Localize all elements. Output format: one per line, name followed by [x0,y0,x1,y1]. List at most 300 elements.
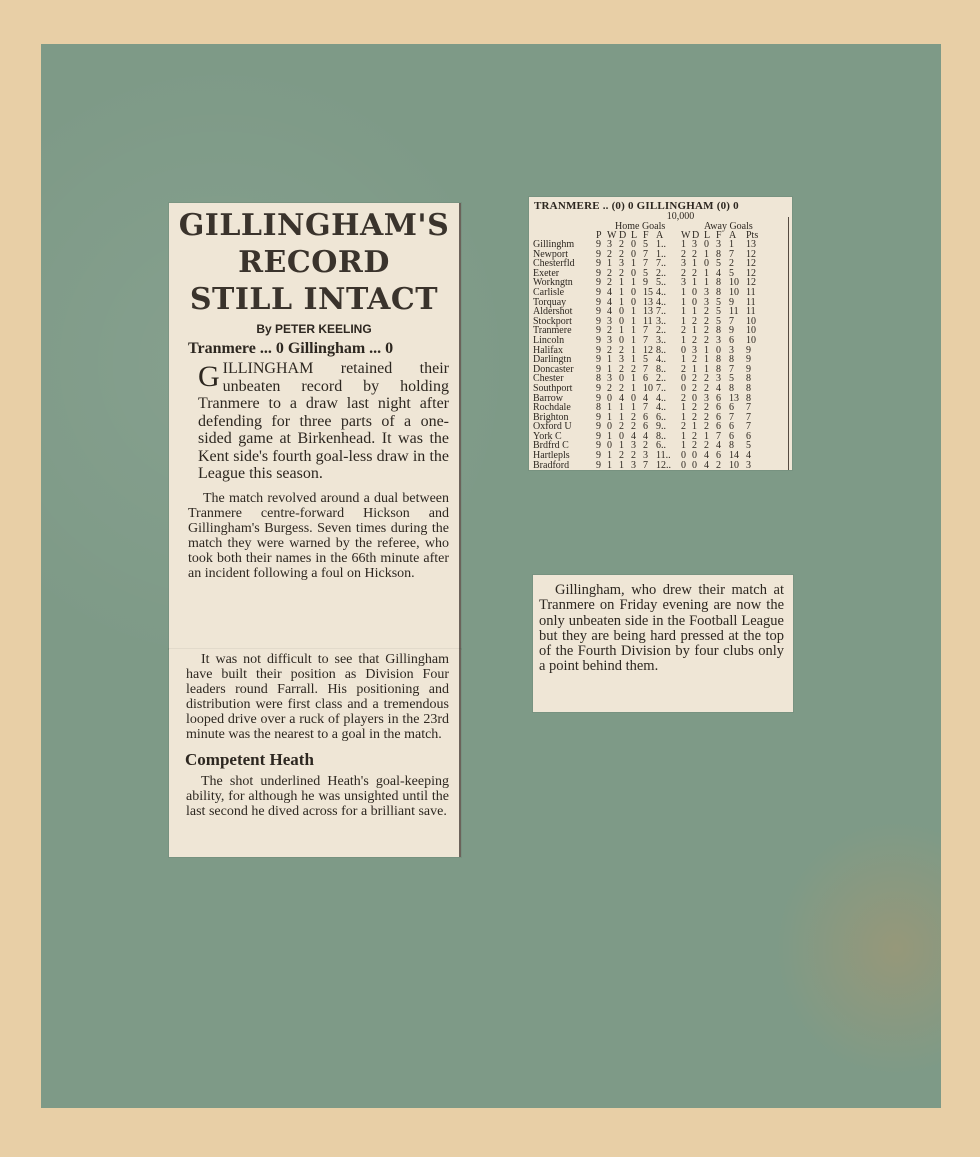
table-cell: 1 [619,286,624,298]
table-cell: 9 [729,296,734,308]
table-cell: 1 [631,277,636,289]
table-cell: 6 [729,334,734,346]
table-cell: 0 [692,392,697,404]
table-cell: 2 [704,325,709,337]
team-name: Stockport [533,315,572,327]
table-cell: 0 [692,459,697,470]
table-cell: 1 [704,248,709,260]
table-cell: 1 [631,325,636,337]
table-cell: 8 [746,382,751,394]
table-cell: 7 [643,325,648,337]
table-cell: 4 [607,306,612,318]
table-cell: 8 [716,286,721,298]
table-cell: 10 [746,325,756,337]
table-cell: 7 [643,334,648,346]
table-cell: 8 [729,382,734,394]
table-cell: 0 [607,440,612,452]
table-cell: 9 [596,440,601,452]
table-cell: 3 [631,440,636,452]
table-cell: 5 [643,267,648,279]
table-cell: 1 [704,267,709,279]
column-header: D [619,230,627,241]
table-cell: 2 [607,344,612,356]
table-cell: 0 [704,258,709,270]
table-cell: 7 [746,402,751,414]
table-cell: 3 [746,459,751,470]
table-cell: 9 [596,354,601,366]
table-cell: 1 [631,315,636,327]
table-cell: 2 [692,248,697,260]
team-name: Chesterfld [533,258,575,270]
column-header: A [656,230,664,241]
lead-text: ILLINGHAM retained their unbeaten record by holding Tranmere to a draw last night after defending for three parts of a one-sided game at Birkenhead. It was the Kent side's fourth goal-less draw in the League this season. [198,360,449,482]
team-name: Exeter [533,267,560,279]
column-header: L [631,230,638,241]
team-name: Tranmere [533,325,572,337]
table-cell: 9 [596,296,601,308]
headline-line: RECORD [238,245,390,280]
table-cell: 10 [746,334,756,346]
table-cell: 2 [692,382,697,394]
table-cell: 4 [619,392,624,404]
table-cell: 1 [631,402,636,414]
table-cell: 7 [729,363,734,375]
table-cell: 2 [692,267,697,279]
table-cell: 13 [746,239,756,250]
newspaper-clipping-article-continued [169,649,461,857]
table-cell: 1 [681,296,686,308]
table-cell: 2 [619,248,624,260]
table-cell: 13 [729,392,739,404]
table-cell: 2 [607,267,612,279]
table-cell: 4 [716,267,721,279]
table-cell: 1 [704,277,709,289]
table-cell: 2 [607,248,612,260]
team-name: Brighton [533,411,569,423]
table-cell: 3.. [656,315,666,327]
table-cell: 11 [746,296,756,308]
table-cell: 1 [619,440,624,452]
table-cell: 11.. [656,450,671,462]
table-cell: 0 [607,392,612,404]
table-cell: 4.. [656,296,666,308]
team-name: Bradford [533,459,570,470]
table-cell: 7 [729,411,734,423]
home-goals-header: Home Goals [615,221,666,232]
table-cell: 1 [704,430,709,442]
table-cell: 10 [729,286,739,298]
table-cell: 8 [729,440,734,452]
article-headline [177,207,451,318]
table-cell: 1 [607,258,612,270]
team-name: Lincoln [533,334,565,346]
article-subheading: Competent Heath [185,750,314,769]
table-cell: 2.. [656,267,666,279]
table-cell: 1 [619,402,624,414]
table-cell: 2 [692,430,697,442]
table-cell: 1 [681,306,686,318]
table-cell: 5 [729,373,734,385]
table-cell: 8 [746,373,751,385]
table-cell: 8.. [656,344,666,356]
table-cell: 2 [631,421,636,433]
table-cell: 1 [681,354,686,366]
table-cell: 3 [619,354,624,366]
drop-cap: G [198,360,220,393]
table-cell: 0 [607,421,612,433]
table-cell: 6 [643,421,648,433]
table-cell: 7 [716,430,721,442]
table-cell: 2 [704,306,709,318]
table-cell: 2 [681,248,686,260]
table-cell: 1 [607,459,612,470]
table-cell: 8.. [656,363,666,375]
table-cell: 2 [681,325,686,337]
table-cell: 1 [692,325,697,337]
table-cell: 7 [729,248,734,260]
team-name: Torquay [533,296,567,308]
column-header: W [681,230,691,241]
table-cell: 14 [729,450,739,462]
table-cell: 10 [746,315,756,327]
table-cell: 1 [681,402,686,414]
table-cell: 3 [607,334,612,346]
table-cell: 5 [716,258,721,270]
table-cell: 3 [607,373,612,385]
table-cell: 1 [607,411,612,423]
table-cell: 8 [596,373,601,385]
table-cell: 1 [607,450,612,462]
team-name: Southport [533,382,573,394]
table-cell: 1 [681,334,686,346]
table-cell: 1 [692,277,697,289]
table-cell: 9 [596,334,601,346]
league-table-rows [533,240,788,470]
note-text [539,583,784,675]
table-cell: 8 [716,325,721,337]
table-cell: 9 [596,344,601,356]
table-cell: 0 [692,286,697,298]
table-cell: 8 [746,392,751,404]
table-cell: 1 [619,277,624,289]
table-cell: 1 [631,373,636,385]
table-cell: 1 [619,411,624,423]
table-cell: 2 [619,450,624,462]
table-cell: 12 [746,277,756,289]
team-name: Doncaster [533,363,574,375]
newspaper-clipping-note [533,575,793,712]
table-cell: 1 [704,354,709,366]
table-cell: 9.. [656,421,666,433]
team-name: Oxford U [533,421,572,433]
table-cell: 11 [746,286,756,298]
table-cell: 0 [681,450,686,462]
table-cell: 1 [692,306,697,318]
table-cell: 2 [704,334,709,346]
table-cell: 2 [704,315,709,327]
table-cell: 1 [681,315,686,327]
table-cell: 6 [716,421,721,433]
table-cell: 0 [692,450,697,462]
table-cell: 2 [692,354,697,366]
team-name: Halifax [533,344,563,356]
table-cell: 1 [631,334,636,346]
table-cell: 11 [746,306,756,318]
table-cell: 9 [729,325,734,337]
match-score-line: Tranmere ... 0 Gillingham ... 0 [188,340,394,357]
table-cell: 4 [643,392,648,404]
team-name: Chester [533,373,564,385]
table-cell: 1 [704,363,709,375]
table-cell: 9 [596,267,601,279]
table-cell: 2 [607,277,612,289]
table-cell: 1 [692,363,697,375]
table-cell: 2 [631,450,636,462]
table-cell: 6 [716,450,721,462]
table-cell: 9 [596,258,601,270]
attendance: 10,000 [666,211,695,222]
table-cell: 7 [746,421,751,433]
table-cell: 0 [631,296,636,308]
table-cell: 7.. [656,382,666,394]
table-cell: 7 [729,315,734,327]
table-cell: 0 [631,286,636,298]
table-cell: 2 [681,392,686,404]
table-cell: 3 [716,239,721,250]
table-cell: 5 [716,315,721,327]
table-cell: 4 [746,450,751,462]
table-cell: 6 [643,373,648,385]
team-name: Barrow [533,392,563,404]
table-cell: 9 [596,315,601,327]
table-cell: 9 [746,363,751,375]
table-cell: 1.. [656,248,666,260]
table-cell: 9 [596,277,601,289]
table-cell: 0 [631,267,636,279]
table-cell: 3.. [656,334,666,346]
table-cell: 5 [746,440,751,452]
table-cell: 4.. [656,392,666,404]
table-cell: 9 [596,306,601,318]
table-cell: 3 [619,258,624,270]
table-cell: 9 [596,382,601,394]
table-cell: 0 [681,344,686,356]
table-cell: 1 [681,440,686,452]
table-cell: 1 [607,402,612,414]
table-cell: 6 [716,411,721,423]
table-cell: 9 [596,392,601,404]
table-cell: 8 [729,354,734,366]
table-cell: 2.. [656,325,666,337]
table-cell: 4 [716,440,721,452]
article-byline: By PETER KEELING [256,322,372,336]
column-header: P [596,230,602,241]
table-cell: 0 [681,459,686,470]
table-cell: 2 [704,373,709,385]
table-cell: 2 [681,363,686,375]
table-cell: 1.. [656,239,666,250]
table-cell: 0 [704,239,709,250]
table-cell: 2 [607,382,612,394]
table-cell: 6 [746,430,751,442]
table-cell: 1 [631,258,636,270]
table-cell: 2 [704,411,709,423]
table-cell: 4 [716,382,721,394]
table-cell: 2 [619,344,624,356]
article-paragraph: The match revolved around a dual between Tranmere centre-forward Hickson and Gillingham's Burgess. Seven times during the match they were warned by the referee, who took both their names in the 66th minute after an incident following a foul on Hickson. [188,490,449,581]
table-cell: 3 [704,286,709,298]
table-cell: 2 [631,411,636,423]
table-cell: 7 [746,411,751,423]
table-cell: 7 [643,459,648,470]
table-cell: 12 [746,248,756,260]
table-cell: 2 [619,421,624,433]
table-cell: 6 [729,430,734,442]
table-cell: 10 [729,277,739,289]
article-paragraph: The shot underlined Heath's goal-keeping ability, for although he was unsighted until the last second he dived across for a brilliant save. [186,774,449,819]
table-cell: 3 [704,296,709,308]
table-cell: 3 [716,373,721,385]
table-cell: 2 [681,421,686,433]
table-cell: 9 [596,450,601,462]
table-cell: 4 [631,430,636,442]
table-cell: 4 [704,450,709,462]
table-cell: 10 [643,382,653,394]
team-name: Hartlepls [533,450,570,462]
table-cell: 2 [692,315,697,327]
table-cell: 9 [746,354,751,366]
table-cell: 0 [619,430,624,442]
table-cell: 0 [631,239,636,250]
team-name: Newport [533,248,568,260]
team-name: York C [533,430,562,442]
table-cell: 12 [746,267,756,279]
table-cell: 2 [643,440,648,452]
table-cell: 0 [681,382,686,394]
table-cell: 2 [619,267,624,279]
table-cell: 9 [596,286,601,298]
table-cell: 8.. [656,430,666,442]
table-cell: 1 [729,239,734,250]
league-table-clipping [529,197,792,470]
table-cell: 9 [746,344,751,356]
table-cell: 6 [716,392,721,404]
table-cell: 1 [607,363,612,375]
table-cell: 2 [692,334,697,346]
headline-line: STILL INTACT [189,282,439,317]
table-cell: 8 [716,354,721,366]
column-header: L [704,230,711,241]
table-cell: 2 [607,325,612,337]
table-cell: 0 [619,306,624,318]
column-header: D [692,230,700,241]
table-cell: 2 [704,440,709,452]
table-cell: 0 [631,248,636,260]
table-cell: 9 [596,459,601,470]
table-cell: 0 [619,373,624,385]
table-cell: 2 [681,267,686,279]
team-name: Carlisle [533,286,565,298]
table-cell: 8 [716,248,721,260]
table-cell: 2.. [656,373,666,385]
table-cell: 8 [596,402,601,414]
table-cell: 9 [596,239,601,250]
table-cell: 3 [607,315,612,327]
table-cell: 6.. [656,411,666,423]
table-cell: 3 [704,392,709,404]
table-cell: 1 [681,430,686,442]
table-cell: 4 [607,286,612,298]
table-cell: 4 [607,296,612,308]
team-name: Workngtn [533,277,573,289]
team-name: Darlingtn [533,354,572,366]
table-cell: 6 [729,421,734,433]
table-cell: 1 [607,354,612,366]
table-cell: 6 [643,411,648,423]
table-cell: 2 [716,459,721,470]
table-cell: 1 [704,344,709,356]
headline-line: GILLINGHAM'S [178,208,450,243]
table-cell: 2 [619,239,624,250]
table-cell: 3 [681,258,686,270]
table-cell: 5 [729,267,734,279]
table-cell: 2 [692,402,697,414]
table-cell: 3 [729,344,734,356]
table-cell: 7.. [656,306,666,318]
table-cell: 9 [596,325,601,337]
table-cell: 7 [643,402,648,414]
table-cell: 5.. [656,277,666,289]
table-cell: 1 [619,296,624,308]
table-cell: 12 [746,258,756,270]
table-row [533,461,788,470]
column-rule [788,217,789,470]
team-name: Aldershot [533,306,573,318]
table-cell: 8 [716,277,721,289]
table-cell: 1 [681,411,686,423]
table-cell: 2 [619,363,624,375]
table-cell: 4.. [656,402,666,414]
table-cell: 0 [716,344,721,356]
table-cell: 3 [716,334,721,346]
table-cell: 2 [692,373,697,385]
table-cell: 2 [704,382,709,394]
table-cell: 2 [619,382,624,394]
team-name: Rochdale [533,402,571,414]
table-cell: 5 [716,306,721,318]
column-header: F [643,230,649,241]
table-cell: 0 [619,334,624,346]
table-cell: 3 [681,277,686,289]
table-cell: 9 [596,363,601,375]
table-cell: 3 [692,344,697,356]
table-cell: 1 [619,459,624,470]
table-cell: 6.. [656,440,666,452]
away-goals-header: Away Goals [704,221,753,232]
table-cell: 13 [643,306,653,318]
team-name: Gillinghm [533,239,575,250]
table-cell: 1 [692,421,697,433]
table-cell: 9 [596,430,601,442]
table-cell: 2 [692,411,697,423]
table-cell: 7.. [656,258,666,270]
table-cell: 9 [596,411,601,423]
table-cell: 6 [716,402,721,414]
table-cell: 12.. [656,459,671,470]
table-cell: 9 [643,277,648,289]
table-cell: 3 [643,450,648,462]
table-cell: 1 [681,239,686,250]
